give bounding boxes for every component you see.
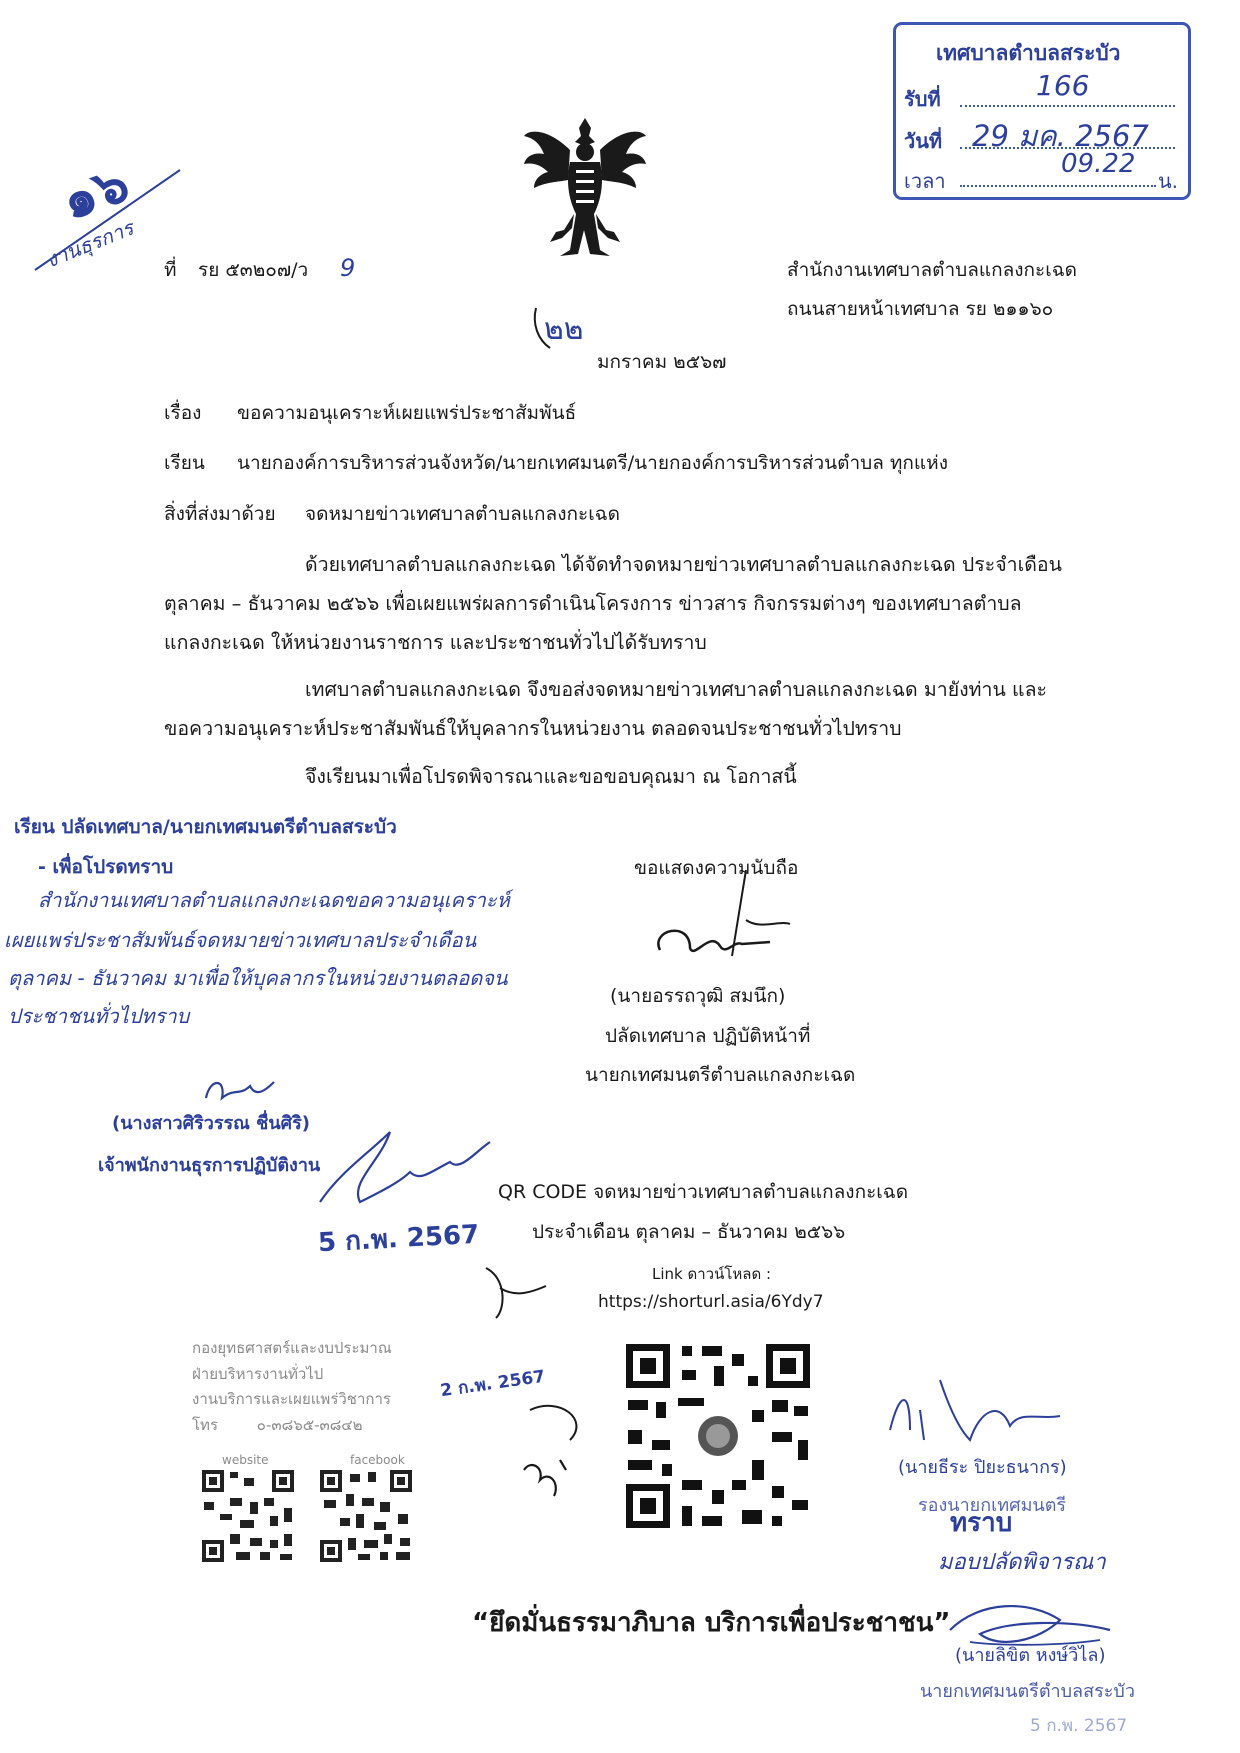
para1-line3: แกลงกะเฉด ให้หน่วยงานราชการ และประชาชนทั่วไปได้รับทราบ [164, 631, 707, 654]
office-line-1: สำนักงานเทศบาลตำบลแกลงกะเฉด [787, 259, 1078, 281]
ack-text: ทราบ [950, 1508, 1013, 1538]
margin-note-number: ๑๖ [54, 153, 137, 233]
signer-name: (นายอรรถวุฒิ สมนึก) [610, 985, 786, 1007]
contact-phone-row [192, 1413, 392, 1439]
receive-stamp [893, 22, 1191, 200]
memo-to: เรียน ปลัดเทศบาล/นายกเทศมนตรีตำบลสระบัว [14, 816, 397, 838]
deputy-position: รองนายกเทศมนตรี [918, 1495, 1067, 1516]
stamp-receive-no: 166 [1036, 69, 1090, 102]
stamp-date-value: 29 มค. 2567 [972, 119, 1149, 153]
stamp-time-unit: น. [1158, 169, 1179, 193]
mid-stamp-date: 2 ก.พ. 2567 [439, 1366, 547, 1402]
qr-period: ประจำเดือน ตุลาคม – ธันวาคม ๒๕๖๖ [532, 1221, 846, 1243]
signer-position-1: ปลัดเทศบาล ปฏิบัติหน้าที่ [605, 1025, 811, 1047]
mayor-date-stamp: 5 ก.พ. 2567 [1030, 1716, 1128, 1736]
facebook-label: facebook [350, 1453, 405, 1467]
signer-signature [650, 860, 800, 990]
memo-stamp-date: 5 ก.พ. 2567 [317, 1219, 480, 1259]
qr-link-url[interactable]: https://shorturl.asia/6Ydy7 [598, 1292, 824, 1312]
enclosure-text: จดหมายข่าวเทศบาลตำบลแกลงกะเฉด [305, 503, 620, 525]
ref-number: รย ๕๓๒๐๗/ว [198, 259, 309, 281]
para3: จึงเรียนมาเพื่อโปรดพิจารณาและขอขอบคุณมา ณ โอกาสนี้ [305, 765, 797, 788]
letter-date: มกราคม ๒๕๖๗ [597, 351, 727, 373]
contact-division: กองยุทธศาสตร์และงบประมาณ [192, 1339, 392, 1357]
subject-label: เรื่อง [164, 402, 202, 424]
clerk-name: (นางสาวศิริวรรณ ชื่นศิริ) [112, 1113, 310, 1134]
stamp-time-label: เวลา [904, 169, 946, 193]
office-line-2: ถนนสายหน้าเทศบาล รย ๒๑๑๖๐ [787, 298, 1054, 320]
mid-handwritten-marks [510, 1400, 600, 1510]
to-label: เรียน [164, 452, 205, 474]
motto: “ยึดมั่นธรรมาภิบาล บริการเพื่อประชาชน” [472, 1608, 951, 1638]
contact-block [192, 1336, 392, 1438]
reviewer-signature [300, 1112, 500, 1222]
contact-unit: งานบริการและเผยแพร่วิชาการ [192, 1390, 391, 1408]
qr-title: QR CODE จดหมายข่าวเทศบาลตำบลแกลงกะเฉด [498, 1181, 909, 1203]
para1-line1: ด้วยเทศบาลตำบลแกลงกะเฉด ได้จัดทำจดหมายข่าวเทศบาลตำบลแกลงกะเฉด ประจำเดือน [305, 553, 1062, 576]
garuda-emblem-icon [520, 110, 650, 260]
stamp-org: เทศบาลตำบลสระบัว [936, 41, 1121, 65]
signer-position-2: นายกเทศมนตรีตำบลแกลงกะเฉด [585, 1064, 856, 1086]
contact-section: ฝ่ายบริหารงานทั่วไป [192, 1364, 324, 1383]
para2-line1: เทศบาลตำบลแกลงกะเฉด จึงขอส่งจดหมายข่าวเทศบาลตำบลแกลงกะเฉด มายังท่าน และ [305, 678, 1047, 701]
website-qr-code[interactable] [200, 1468, 296, 1564]
date-hand-stroke [530, 304, 570, 354]
enclosure-label: สิ่งที่ส่งมาด้วย [164, 503, 276, 525]
facebook-qr-code[interactable] [318, 1468, 414, 1564]
ref-label: ที่ [164, 259, 177, 281]
mayor-name: (นายลิขิต หงษ์วิไล) [955, 1645, 1106, 1666]
date-hand-day: ๒๒ [544, 312, 584, 347]
memo-hand-line-4: ประชาชนทั่วไปทราบ [8, 1004, 190, 1028]
closing: ขอแสดงความนับถือ [634, 857, 799, 879]
clerk-signature [200, 1068, 280, 1108]
to-text: นายกองค์การบริหารส่วนจังหวัด/นายกเทศมนตรี/นายกองค์การบริหารส่วนตำบล ทุกแห่ง [237, 452, 948, 474]
ref-hand-number: 9 [340, 254, 356, 282]
margin-note-text: งานธุรการ [42, 215, 137, 273]
qr-pattern-icon [318, 1468, 414, 1564]
memo-purpose: - เพื่อโปรดทราบ [38, 856, 174, 878]
memo-hand-line-2: เผยแพร่ประชาสัมพันธ์จดหมายข่าวเทศบาลประจำเดือน [4, 928, 477, 952]
subject-text: ขอความอนุเคราะห์เผยแพร่ประชาสัมพันธ์ [237, 402, 577, 424]
para1-line2: ตุลาคม – ธันวาคม ๒๕๖๖ เพื่อเผยแพร่ผลการดำเนินโครงการ ข่าวสาร กิจกรรมต่างๆ ของเทศบาลตำบล [164, 592, 1022, 615]
reviewer-small-signature [476, 1258, 556, 1328]
contact-phone-label: โทร [192, 1415, 219, 1434]
newsletter-qr-code[interactable] [622, 1340, 814, 1532]
website-label: website [222, 1453, 269, 1467]
contact-phone: ๐-๓๘๖๕-๓๘๔๒ [256, 1415, 363, 1434]
para2-line2: ขอความอนุเคราะห์ประชาสัมพันธ์ให้บุคลากรในหน่วยงาน ตลอดจนประชาชนทั่วไปทราบ [164, 717, 902, 740]
qr-link-label: Link ดาวน์โหลด : [652, 1265, 772, 1283]
deputy-name: (นายธีระ ปิยะธนากร) [898, 1457, 1067, 1478]
stamp-date-label: วันที่ [904, 129, 943, 153]
memo-hand-line-1: สำนักงานเทศบาลตำบลแกลงกะเฉดขอความอนุเคราะห์ [38, 888, 510, 912]
qr-pattern-icon [200, 1468, 296, 1564]
deputy-signature [880, 1370, 1080, 1460]
stamp-receive-label: รับที่ [904, 87, 941, 111]
approval-hand-note: มอบปลัดพิจารณา [938, 1550, 1106, 1575]
mayor-position: นายกเทศมนตรีตำบลสระบัว [920, 1681, 1135, 1702]
qr-pattern-icon [622, 1340, 814, 1532]
stamp-time-value: 09.22 [1061, 149, 1136, 179]
clerk-position: เจ้าพนักงานธุรการปฏิบัติงาน [98, 1155, 321, 1176]
memo-hand-line-3: ตุลาคม - ธันวาคม มาเพื่อให้บุคลากรในหน่วยงานตลอดจน [8, 966, 508, 990]
